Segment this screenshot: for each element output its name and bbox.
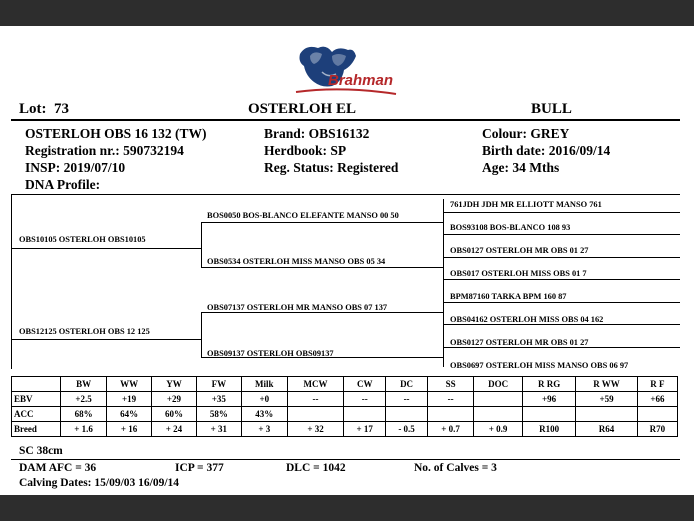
- dam-dam: OBS09137 OSTERLOH OBS09137: [207, 349, 334, 358]
- gen3-line-3: [443, 257, 680, 258]
- animal-sex: BULL: [531, 101, 572, 117]
- ebv-cell: + 31: [196, 422, 241, 437]
- ebv-cell: 60%: [152, 407, 197, 422]
- sd-line: [201, 267, 443, 268]
- animal-name-title: OSTERLOH EL: [248, 101, 356, 117]
- gen3-line-6: [443, 324, 680, 325]
- ebv-col-header: DC: [386, 377, 428, 392]
- ebv-col-header: R WW: [576, 377, 638, 392]
- ebv-col-header: R RG: [522, 377, 575, 392]
- brahman-logo: [292, 42, 402, 100]
- lot-label-text: Lot:: [19, 101, 47, 117]
- number-of-calves: No. of Calves = 3: [414, 462, 497, 474]
- pedigree-left-border: [11, 194, 12, 369]
- footer-divider: [11, 459, 680, 460]
- ebv-cell: EBV: [12, 392, 61, 407]
- ebv-col-header: MCW: [287, 377, 344, 392]
- insp-date: INSP: 2019/07/10: [25, 160, 126, 175]
- age: Age: 34 Mths: [482, 160, 560, 175]
- scrotal-circumference: SC 38cm: [19, 445, 63, 457]
- gen3-ddd: OBS0697 OSTERLOH MISS MANSO OBS 06 97: [450, 361, 629, 370]
- sire-dam: OBS0534 OSTERLOH MISS MANSO OBS 05 34: [207, 257, 386, 266]
- ebv-cell: [474, 407, 523, 422]
- ebv-cell: --: [287, 392, 344, 407]
- colour: Colour: GREY: [482, 126, 570, 141]
- ebv-cell: +19: [107, 392, 152, 407]
- brand-logo-text: Brahman: [328, 72, 394, 89]
- breed-row: [12, 422, 678, 437]
- ebv-col-header: DOC: [474, 377, 523, 392]
- gen3-sdd: OBS017 OSTERLOH MISS OBS 01 7: [450, 269, 587, 278]
- ebv-col-header: CW: [344, 377, 386, 392]
- ebv-cell: - 0.5: [386, 422, 428, 437]
- ebv-cell: R64: [576, 422, 638, 437]
- gen3-line-2: [443, 234, 680, 235]
- registration-number: Registration nr.: 590732194: [25, 143, 184, 158]
- ebv-cell: [386, 407, 428, 422]
- ebv-cell: + 24: [152, 422, 197, 437]
- ebv-cell: --: [344, 392, 386, 407]
- ebv-cell: --: [428, 392, 474, 407]
- brand: Brand: OBS16132: [264, 126, 370, 141]
- gen3-dss: BPM87160 TARKA BPM 160 87: [450, 292, 567, 301]
- ebv-col-header: Milk: [241, 377, 287, 392]
- gen3-line-1: [443, 212, 680, 213]
- gen3-line-4: [443, 279, 680, 280]
- registration-status: Reg. Status: Registered: [264, 160, 399, 175]
- sire-sire: BOS0050 BOS-BLANCO ELEFANTE MANSO 00 50: [207, 211, 399, 220]
- gen3-ssd: BOS93108 BOS-BLANCO 108 93: [450, 223, 571, 232]
- ebv-cell: 58%: [196, 407, 241, 422]
- ebv-cell: [344, 407, 386, 422]
- ebv-cell: [522, 407, 575, 422]
- dam-branch: [201, 312, 202, 357]
- ebv-cell: [637, 407, 677, 422]
- ebv-table: [11, 376, 678, 437]
- ebv-cell: 64%: [107, 407, 152, 422]
- ebv-cell: [474, 392, 523, 407]
- dam-line: [11, 339, 201, 340]
- details-divider: [11, 194, 680, 195]
- ebv-header-row: [12, 377, 678, 392]
- full-name: OSTERLOH OBS 16 132 (TW): [25, 126, 207, 141]
- title-divider: [11, 119, 680, 121]
- dam: OBS12125 OSTERLOH OBS 12 125: [19, 327, 150, 336]
- ebv-col-header: R F: [637, 377, 677, 392]
- gen3-sss: 761JDH JDH MR ELLIOTT MANSO 761: [450, 200, 602, 209]
- ebv-row: [12, 392, 678, 407]
- gen3-dsd: OBS04162 OSTERLOH MISS OBS 04 162: [450, 315, 604, 324]
- ebv-cell: R70: [637, 422, 677, 437]
- dna-profile: DNA Profile:: [25, 177, 101, 192]
- ebv-cell: [287, 407, 344, 422]
- ebv-cell: +59: [576, 392, 638, 407]
- ebv-cell: 68%: [61, 407, 107, 422]
- bull-heads-icon: [292, 42, 402, 100]
- sire-line: [11, 248, 201, 249]
- ebv-cell: + 17: [344, 422, 386, 437]
- ebv-cell: + 0.7: [428, 422, 474, 437]
- pedigree-gen3-border: [443, 199, 444, 367]
- ds-line: [201, 312, 443, 313]
- gen3-line-5: [443, 302, 680, 303]
- dam-sire: OBS07137 OSTERLOH MR MANSO OBS 07 137: [207, 303, 388, 312]
- lot-number: 73: [54, 101, 69, 117]
- ebv-cell: + 1.6: [61, 422, 107, 437]
- gen3-line-7: [443, 347, 680, 348]
- sire-branch: [201, 222, 202, 267]
- lot-label: [19, 101, 69, 118]
- ebv-cell: ACC: [12, 407, 61, 422]
- catalogue-page: [0, 26, 694, 495]
- ebv-col-header: [12, 377, 61, 392]
- ebv-cell: +0: [241, 392, 287, 407]
- ebv-cell: + 3: [241, 422, 287, 437]
- ebv-col-header: BW: [61, 377, 107, 392]
- herdbook: Herdbook: SP: [264, 143, 347, 158]
- ebv-cell: + 16: [107, 422, 152, 437]
- ebv-cell: R100: [522, 422, 575, 437]
- ebv-cell: +29: [152, 392, 197, 407]
- ebv-cell: +96: [522, 392, 575, 407]
- ebv-cell: 43%: [241, 407, 287, 422]
- calving-dates: Calving Dates: 15/09/03 16/09/14: [19, 477, 180, 489]
- dlc: DLC = 1042: [286, 462, 346, 474]
- ebv-cell: --: [386, 392, 428, 407]
- ebv-col-header: FW: [196, 377, 241, 392]
- icp: ICP = 377: [175, 462, 224, 474]
- ebv-cell: +66: [637, 392, 677, 407]
- birth-date: Birth date: 2016/09/14: [482, 143, 611, 158]
- ebv-col-header: YW: [152, 377, 197, 392]
- acc-row: [12, 407, 678, 422]
- ebv-cell: +2.5: [61, 392, 107, 407]
- ss-line: [201, 222, 443, 223]
- dam-afc: DAM AFC = 36: [19, 462, 97, 474]
- gen3-sds: OBS0127 OSTERLOH MR OBS 01 27: [450, 246, 589, 255]
- ebv-cell: [576, 407, 638, 422]
- sire: OBS10105 OSTERLOH OBS10105: [19, 235, 146, 244]
- ebv-col-header: WW: [107, 377, 152, 392]
- ebv-cell: [428, 407, 474, 422]
- ebv-cell: +35: [196, 392, 241, 407]
- gen3-dds: OBS0127 OSTERLOH MR OBS 01 27: [450, 338, 589, 347]
- ebv-cell: + 32: [287, 422, 344, 437]
- ebv-cell: Breed: [12, 422, 61, 437]
- ebv-cell: + 0.9: [474, 422, 523, 437]
- ebv-col-header: SS: [428, 377, 474, 392]
